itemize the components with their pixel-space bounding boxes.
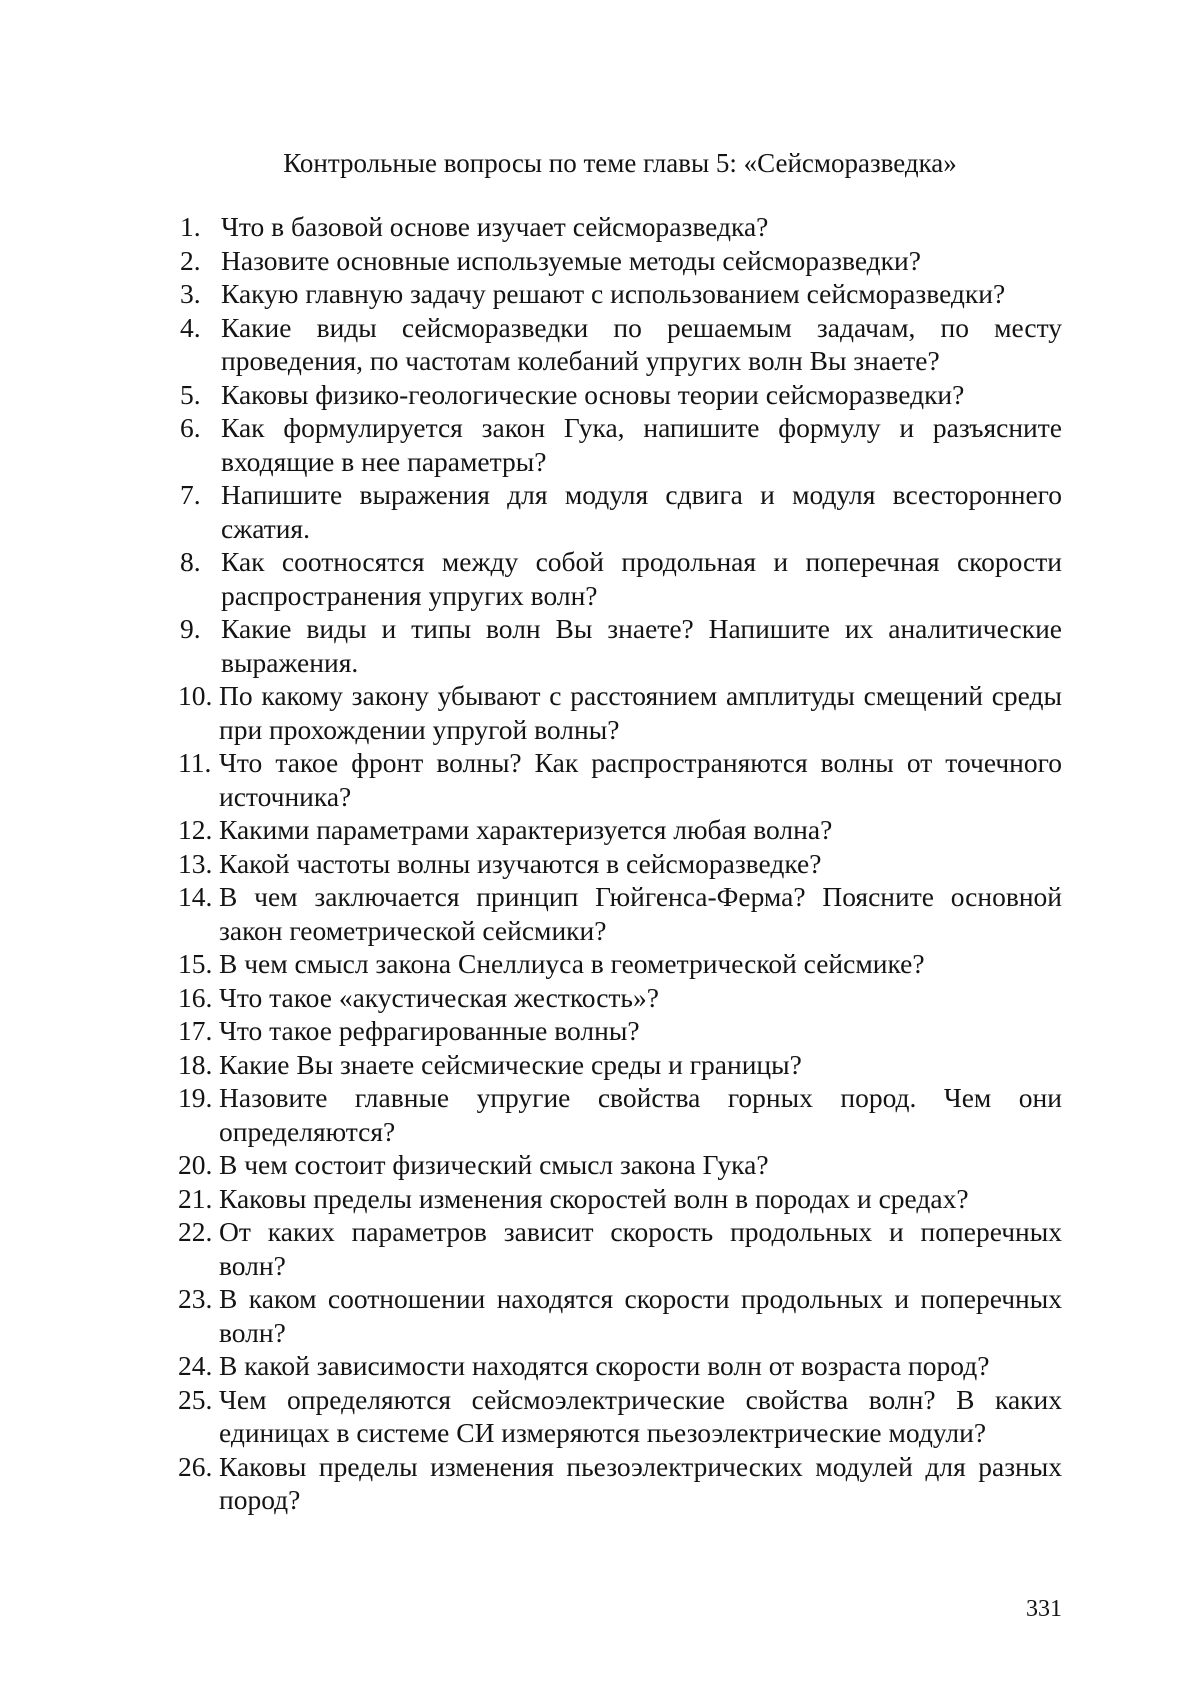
question-text: Что в базовой основе изучает сейсморазведка? — [221, 211, 769, 242]
question-item — [178, 411, 1062, 478]
question-item — [178, 1282, 1062, 1349]
question-number: 23. — [178, 1283, 213, 1314]
question-text: Назовите главные упругие свойства горных пород. Чем они определяются? — [219, 1082, 1062, 1147]
question-item — [178, 880, 1062, 947]
question-text: Назовите основные используемые методы сейсморазведки? — [221, 244, 921, 276]
question-text: Напишите выражения для модуля сдвига и модуля всестороннего сжатия. — [221, 479, 1062, 544]
question-text: В чем смысл закона Снеллиуса в геометрической сейсмике? — [219, 948, 925, 979]
question-list — [178, 210, 1062, 1517]
question-number: 1. — [180, 211, 201, 242]
question-text: Какой частоты волны изучаются в сейсморазведке? — [219, 847, 822, 879]
question-number: 16. — [178, 981, 213, 1013]
question-text: От каких параметров зависит скорость продольных и поперечных волн? — [219, 1216, 1062, 1281]
question-item — [178, 1383, 1062, 1450]
question-number: 4. — [180, 311, 201, 343]
question-item — [178, 1450, 1062, 1517]
question-text: Что такое рефрагированные волны? — [219, 1015, 640, 1046]
question-text: Какими параметрами характеризуется любая волна? — [219, 814, 833, 845]
question-number: 9. — [180, 613, 201, 644]
question-number: 12. — [178, 814, 213, 845]
page-number: 331 — [1026, 1596, 1062, 1622]
question-item — [178, 847, 1062, 881]
question-text: Какие виды и типы волн Вы знаете? Напишите их аналитические выражения. — [221, 613, 1062, 678]
question-text: В чем состоит физический смысл закона Гука? — [219, 1149, 769, 1180]
question-number: 17. — [178, 1015, 213, 1046]
question-number: 2. — [180, 244, 201, 276]
question-text: Что такое «акустическая жесткость»? — [219, 981, 659, 1013]
question-item — [178, 947, 1062, 981]
question-number: 24. — [178, 1350, 213, 1381]
question-number: 6. — [180, 412, 201, 443]
question-text: Как формулируется закон Гука, напишите формулу и разъясните входящие в нее параметры? — [221, 412, 1062, 477]
question-number: 10. — [178, 680, 213, 711]
question-number: 3. — [180, 278, 201, 309]
question-text: Какую главную задачу решают с использованием сейсморазведки? — [221, 278, 1006, 309]
question-number: 26. — [178, 1450, 213, 1482]
question-number: 15. — [178, 948, 213, 979]
question-item — [178, 1148, 1062, 1182]
question-text: Каковы пределы изменения скоростей волн в породах и средах? — [219, 1182, 969, 1214]
question-item — [178, 612, 1062, 679]
question-item — [178, 244, 1062, 278]
question-item — [178, 545, 1062, 612]
question-item — [178, 1081, 1062, 1148]
question-number: 19. — [178, 1082, 213, 1113]
question-item — [178, 679, 1062, 746]
question-number: 22. — [178, 1216, 213, 1247]
question-item — [178, 277, 1062, 311]
question-item — [178, 210, 1062, 244]
question-number: 14. — [178, 881, 213, 912]
question-text: Каковы физико-геологические основы теории сейсморазведки? — [221, 378, 965, 410]
question-number: 20. — [178, 1149, 213, 1180]
question-item — [178, 478, 1062, 545]
question-number: 25. — [178, 1383, 213, 1415]
question-item — [178, 378, 1062, 412]
question-item — [178, 1215, 1062, 1282]
question-number: 21. — [178, 1182, 213, 1214]
question-item — [178, 981, 1062, 1015]
question-number: 11. — [178, 747, 212, 778]
question-text: В какой зависимости находятся скорости волн от возраста пород? — [219, 1350, 990, 1381]
question-text: В чем заключается принцип Гюйгенса-Ферма? Поясните основной закон геометрической сейсмики? — [219, 881, 1062, 946]
question-item — [178, 746, 1062, 813]
question-text: Какие виды сейсморазведки по решаемым задачам, по месту проведения, по частотам колебаний упругих волн Вы знаете? — [221, 311, 1062, 376]
question-text: В каком соотношении находятся скорости продольных и поперечных волн? — [219, 1283, 1062, 1348]
question-text: Каковы пределы изменения пьезоэлектрических модулей для разных пород? — [219, 1450, 1062, 1515]
question-text: Что такое фронт волны? Как распространяются волны от точечного источника? — [219, 747, 1062, 812]
question-item — [178, 813, 1062, 847]
question-text: Чем определяются сейсмоэлектрические свойства волн? В каких единицах в системе СИ измеряются пьезоэлектрические модули? — [219, 1383, 1062, 1448]
question-item — [178, 1014, 1062, 1048]
question-number: 18. — [178, 1048, 213, 1080]
question-text: По какому закону убывают с расстоянием амплитуды смещений среды при прохождении упругой волны? — [219, 680, 1062, 745]
question-item — [178, 1182, 1062, 1216]
question-number: 8. — [180, 546, 201, 577]
question-number: 13. — [178, 847, 213, 879]
question-text: Какие Вы знаете сейсмические среды и границы? — [219, 1048, 802, 1080]
question-item — [178, 1349, 1062, 1383]
question-item — [178, 1048, 1062, 1082]
question-number: 5. — [180, 378, 201, 410]
question-item — [178, 311, 1062, 378]
question-number: 7. — [180, 479, 201, 510]
question-text: Как соотносятся между собой продольная и поперечная скорости распространения упругих волн? — [221, 546, 1062, 611]
page-title: Контрольные вопросы по теме главы 5: «Сейсморазведка» — [283, 148, 957, 178]
